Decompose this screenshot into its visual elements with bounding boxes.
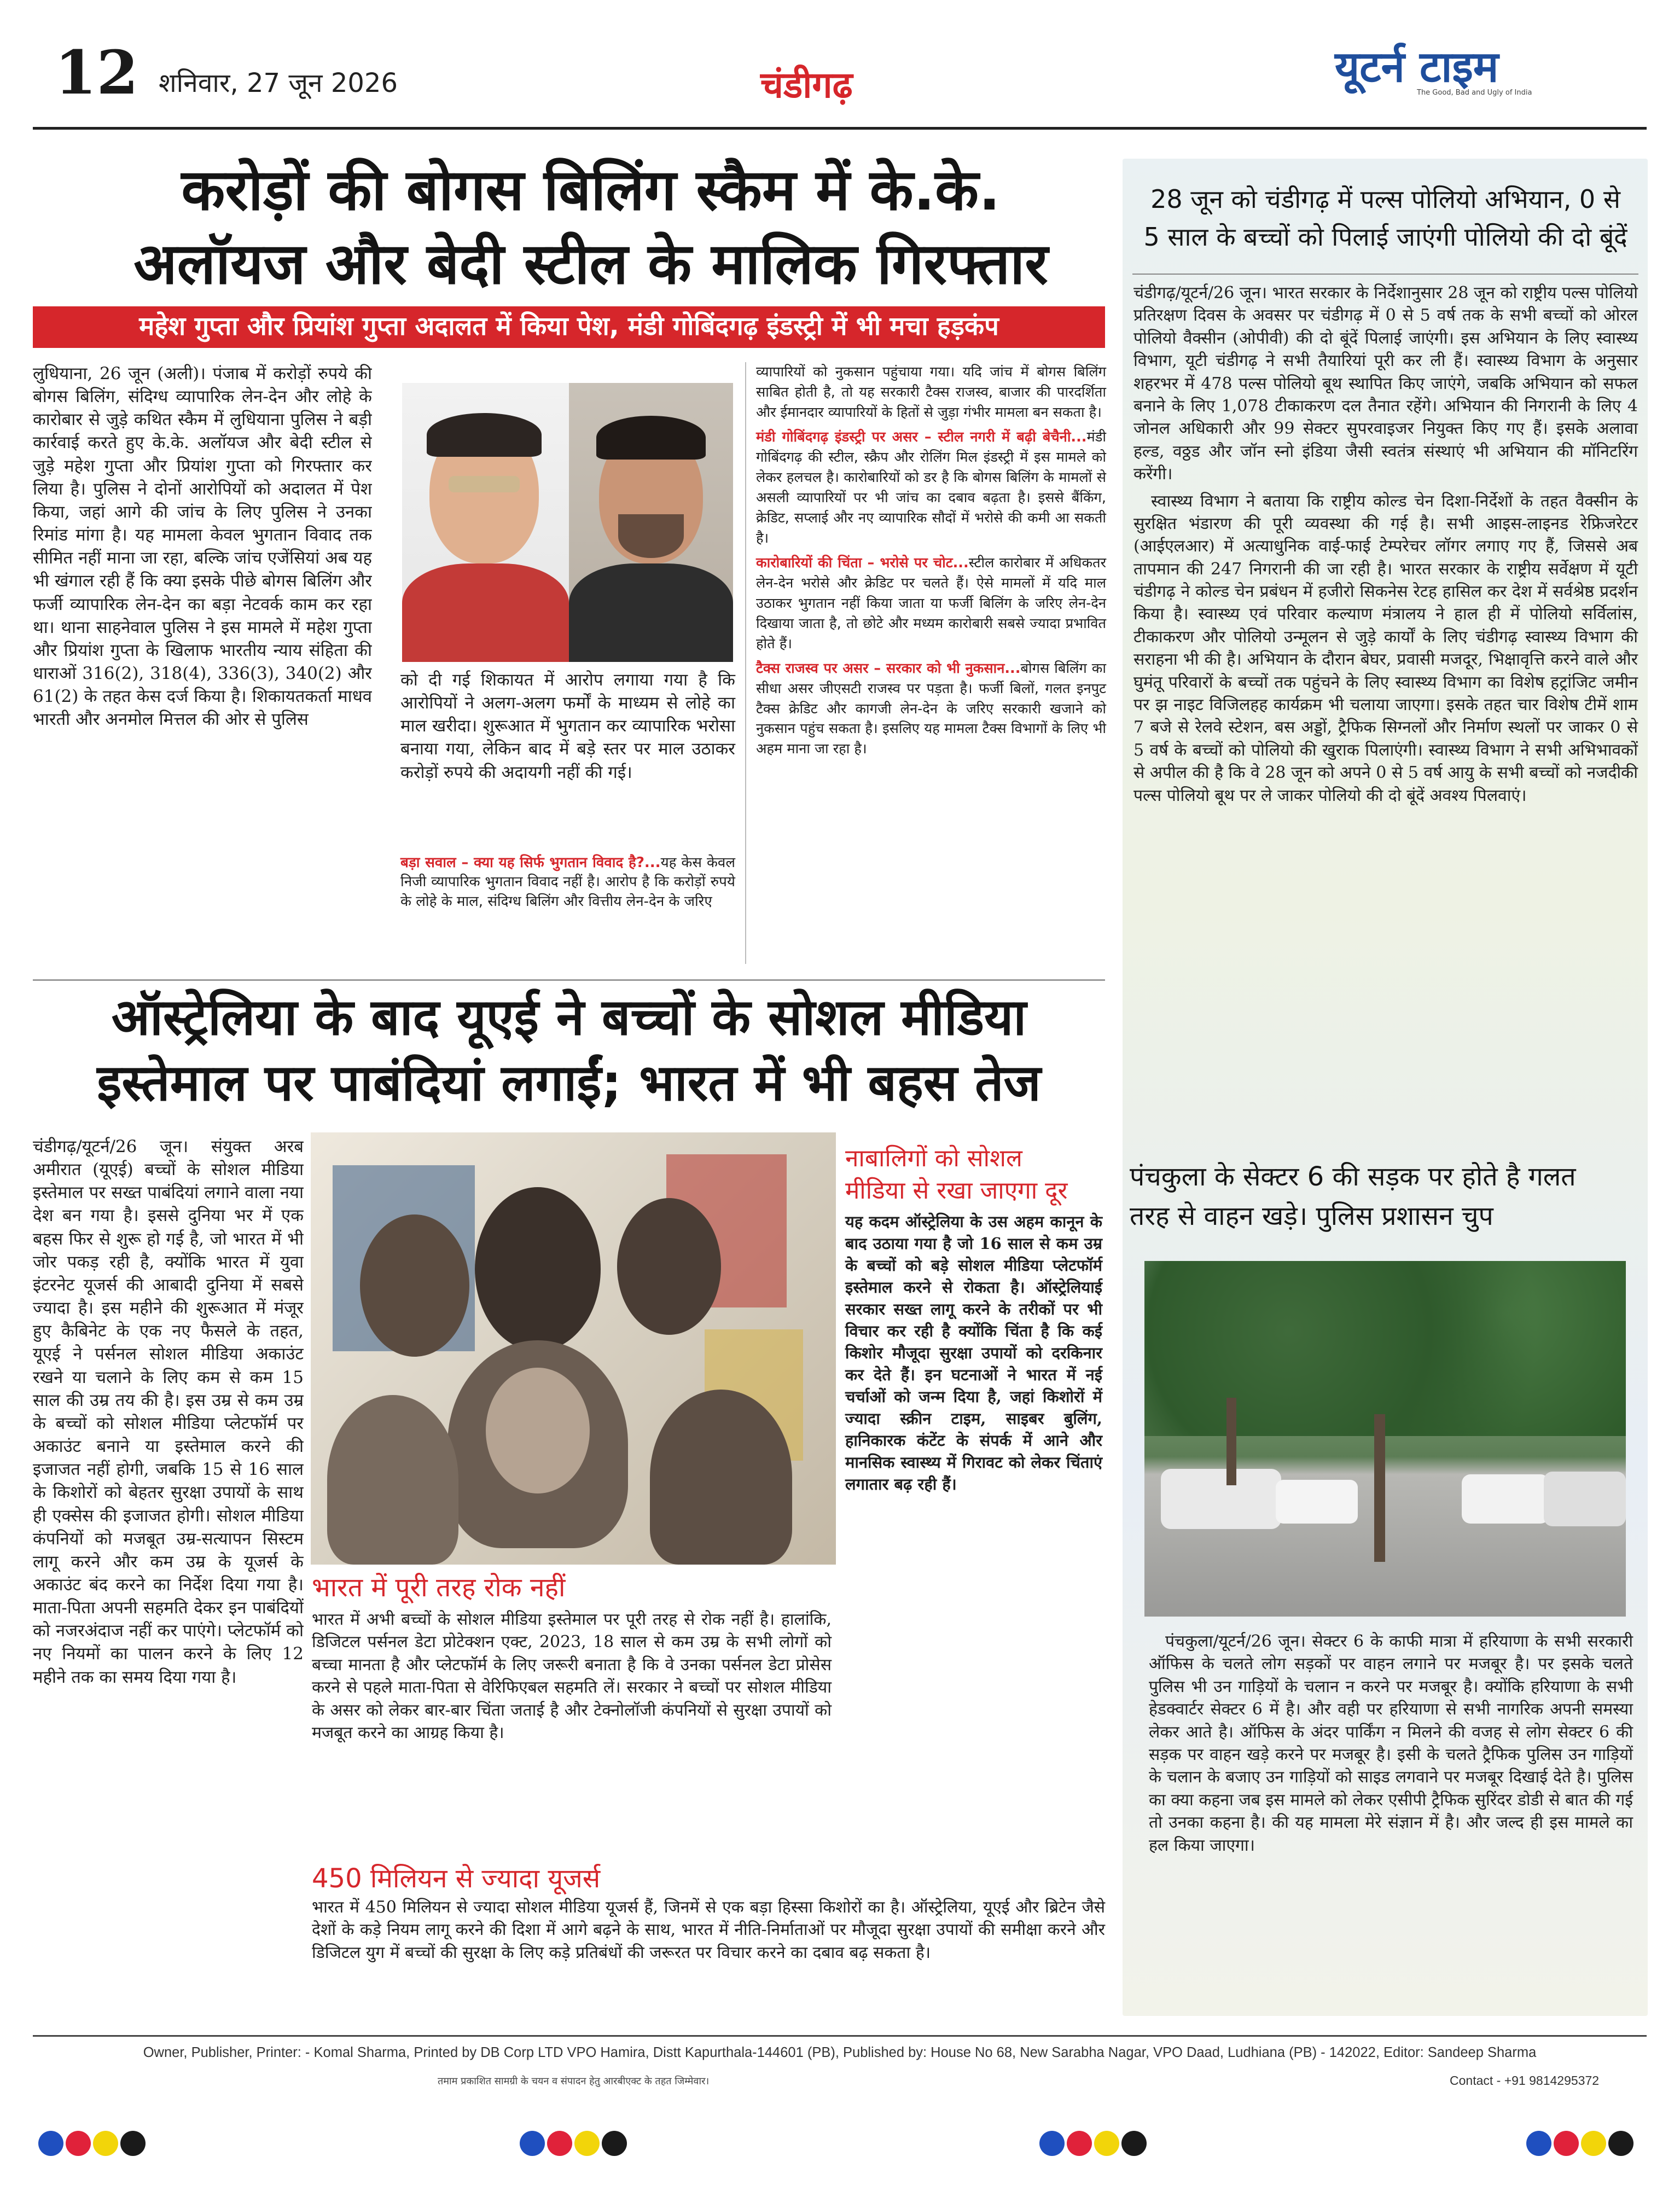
story3-headline-line1: 28 जून को चंडीगढ़ में पल्स पोलियो अभियान, 0 से: [1150, 184, 1620, 214]
city-name: चंडीगढ़: [760, 64, 853, 106]
story4-headline: [1130, 1157, 1641, 1236]
story2-col1-text: चंडीगढ़/यूटर्न/26 जून। संयुक्त अरब अमीरात (यूएई) बच्चों के सोशल मीडिया इस्तेमाल पर सख्त पाबंदियां लगाने वाला नया देश बन गया है। इससे दुनिया भर में एक बहस फिर से शुरू हो गई है, जो भारत में भी जोर पकड़ रही है, क्योंकि भारत में युवा इंटरनेट यूजर्स की आबादी दुनिया में सबसे ज्यादा है। इस महीने की शुरूआत में मंजूर हुए कैबिनेट के एक नए फैसले के तहत, यूएई ने पर्सनल सोशल मीडिया अकाउंट रखने या चलाने के लिए कम से कम 15 साल की उम्र तय की है। इस उम्र से कम उम्र के बच्चों को सोशल मीडिया प्लेटफॉर्म पर अकाउंट बनाने या इस्तेमाल करने की इजाजत नहीं होगी, जबकि 15 से 16 साल के किशोरों को बेहतर सुरक्षा उपायों के साथ ही एक्सेस की इजाजत होगी। सोशल मीडिया कंपनियों को मजबूत उम्र-सत्यापन सिस्टम लागू करने और कम उम्र के यूजर्स के अकाउंट बंद करने का निर्देश दिया गया है। माता-पिता अपनी सहमति देकर इन पाबंदियों को नजरअंदाज नहीं कर पाएंगे। प्लेटफॉर्म को नए नियमों का पालन करने के लिए 12 महीने तक का समय दिया गया है।: [33, 1137, 304, 1687]
story1-column1: [33, 362, 372, 964]
story1-col1-text: लुधियाना, 26 जून (अली)। पंजाब में करोड़ों रुपये की बोगस बिलिंग, संदिग्ध व्यापारिक लेन-देन और लोहे के कारोबार से जुड़े कथित स्कैम में लुधियाना पुलिस ने बड़ी कार्रवाई करते हुए के.के. अलॉयज और बेदी स्टील से जुड़े महेश गुप्ता और प्रियांश गुप्ता को गिरफ्तार कर लिया है। पुलिस ने दोनों आरोपियों को अदालत में पेश किया, जहां आगे की जांच के लिए पुलिस ने उनका रिमांड मांगा है। यह मामला केवल भुगतान विवाद तक सीमित नहीं माना जा रहा, बल्कि जांच एजेंसियां अब यह भी खंगाल रही हैं कि क्या इसके पीछे बोगस बिलिंग और फर्जी व्यापारिक लेन-देन का बड़ा नेटवर्क काम कर रहा था। थाना साहनेवाल पुलिस ने इस मामले में महेश गुप्ता और प्रियांश गुप्ता के खिलाफ भारतीय न्याय संहिता की धाराओं 316(2), 318(4), 336(3), 340(2) और 61(2) के तहत केस दर्ज किया है। शिकायतकर्ता माधव भारती और अनमोल मित्तल की ओर से पुलिस: [33, 364, 372, 730]
story1-headline-line2: अलॉयज और बेदी स्टील के मालिक गिरफ्तार: [133, 230, 1048, 298]
story1-col2-text: को दी गई शिकायत में आरोप लगाया गया है कि आरोपियों ने अलग-अलग फर्मों के माध्यम से लोहे का माल खरीदा। शुरूआत में भुगतान कर व्यापारिक भरोसा बनाया गया, लेकिन बाद में बड़े स्तर पर माल उठाकर करोड़ों रुपये की अदायगी नहीं की गई।: [400, 670, 735, 782]
story1-column2-subsection: [400, 853, 735, 911]
story4-headline-line1: पंचकुला के सेक्टर 6 की सड़क पर होते है गलत: [1130, 1161, 1576, 1192]
story2-headline-line2: इस्तेमाल पर पाबंदियां लगाईं; भारत में भी बहस तेज: [97, 1053, 1041, 1112]
page-number: 12: [55, 37, 139, 108]
story4-body: [1149, 1630, 1633, 1861]
footer-imprint: Owner, Publisher, Printer: - Komal Sharma, Printed by DB Corp LTD VPO Hamira, Distt Kapurthala-144601 (PB), Published by: House No 68, New Sarabha Nagar, VPO Daad, Ludhiana (PB) - 142022, Editor: Sandeep Sharma: [143, 2045, 1537, 2060]
story1-column3: [756, 362, 1106, 764]
story1-col3-p3: स्टील कारोबार में अधिकतर लेन-देन भरोसे और क्रेडिट पर चलते हैं। ऐसे मामलों में यदि माल उठाकर भुगतान नहीं किया जाता या फर्जी बिलिंग के जरिए लेन-देन दिखाया जाता है, तो छोटे और मध्यम कारोबारी सबसे ज्यादा प्रभावित होते हैं।: [756, 554, 1107, 652]
story2-subhead2: 450 मिलियन से ज्यादा यूजर्स: [312, 1863, 601, 1894]
story1-headline-line1: करोड़ों की बोगस बिलिंग स्कैम में के.के.: [181, 156, 1001, 223]
logo-tagline: The Good, Bad and Ugly of India: [1417, 89, 1532, 97]
story1-headline: [55, 153, 1127, 301]
story2-column1: [33, 1135, 304, 2021]
story2-sub1-text: भारत में अभी बच्चों के सोशल मीडिया इस्तेमाल पर पूरी तरह से रोक नहीं है। हालांकि, डिजिटल पर्सनल डेटा प्रोटेक्शन एक्ट, 2023, 18 साल से कम उम्र के सभी लोगों को बच्चा मानता है और प्लेटफॉर्म के लिए जरूरी बनाता है कि वे उनका पर्सनल डेटा प्रोसेस करने से पहले माता-पिता से वेरिफिएबल सहमति लें। सरकार ने बच्चों पर सोशल मीडिया के असर को लेकर बार-बार चिंता जताई है और टेक्नोलॉजी कंपनियों से सुरक्षा उपायों को मजबूत करने का आग्रह किया है।: [312, 1610, 832, 1742]
story1-col3-subhead3: टैक्स राजस्व पर असर – सरकार को भी नुकसान...: [756, 660, 1021, 677]
story-separator: [33, 979, 1105, 981]
children-social-media-illustration: [311, 1132, 836, 1565]
story2-headline: [33, 985, 1105, 1115]
story4-headline-line2: तरह से वाहन खड़े। पुलिस प्रशासन चुप: [1130, 1201, 1493, 1231]
story2-sidebox: [845, 1142, 1102, 1777]
accused-photo-1: [402, 383, 569, 662]
story4-body-text: पंचकुला/यूटर्न/26 जून। सेक्टर 6 के काफी मात्रा में हरियाणा के सभी सरकारी ऑफिस के चलते लोग सड़कों पर वाहन लगाने पर मजबूर है। पर इसके चलते पुलिस भी उन गाड़ियों के चलान न करने पर मजबूर है। क्योंकि हरियाणा के सभी हेडक्वार्टर सेक्टर 6 में है। और वही पर हरियाणा से सभी नागरिक अपनी समस्या लेकर आते है। ऑफिस के अंदर पार्किंग न मिलने की वजह से लोग सेक्टर 6 की सड़क पर वाहन खड़े करने पर मजबूर है। इसी के चलते ट्रैफिक पुलिस उन गाड़ियों के चलान के बजाए उन गाड़ियों को साइड लगवाने पर मजबूर दिखाई देते है। पुलिस का क्या कहना जब इस मामले को लेकर एसीपी ट्रैफिक सुरिंदर डोडी से बात की गई तो उनका कहना है। की यह मामला मेरे संज्ञान में है। और जल्द ही इस मामले का हल किया जाएगा।: [1149, 1632, 1633, 1855]
footer-contact: Contact - +91 9814295372: [1450, 2073, 1600, 2088]
story1-col3-p4: बोगस बिलिंग का सीधा असर जीएसटी राजस्व पर पड़ता है। फर्जी बिलों, गलत इनपुट टैक्स क्रेडिट और कागजी लेन-देन के जरिए सरकारी खजाने को नुकसान पहुंच सकता है। इसलिए यह मामला टैक्स विभागों के लिए भी अहम माना जा रहा है।: [756, 660, 1106, 758]
story1-col3-p2: मंडी गोबिंदगढ़ की स्टील, स्क्रैप और रोलिंग मिल इंडस्ट्री में इस मामले को लेकर हलचल है। कारोबारियों को डर है कि बोगस बिलिंग के मामलों से असली व्यापारियों पर भी जांच का दबाव बढ़ता है। इससे बैंकिंग, क्रेडिट, सप्लाई और नए व्यापारिक सौदों में भरोसे की कमी आ सकती है।: [756, 428, 1106, 547]
story3-headline-line2: 5 साल के बच्चों को पिलाई जाएंगी पोलियो की दो बूंदें: [1143, 222, 1627, 252]
story2-subhead1: भारत में पूरी तरह रोक नहीं: [312, 1572, 566, 1603]
masthead-rule: [33, 127, 1647, 130]
story3-body-p2: स्वास्थ्य विभाग ने बताया कि राष्ट्रीय कोल्ड चेन दिशा-निर्देशों के तहत वैक्सीन के सुरक्षित भंडारण की पूरी व्यवस्था की गई है। सभी आइस-लाइनड रेफ्रिजरेटर (आईएलआर) में अत्याधुनिक वाई-फाई टेम्परेचर लॉगर लगाए गए हैं, जिससे अब तापमान की 247 निगरानी की जा रही है। भारत सरकार के राष्ट्रीय सर्वेक्षण में यूटी चंडीगढ़ ने कोल्ड चेन प्रबंधन में हजीरो सिकनेस रेटह हासिल कर देश में सर्वश्रेष्ठ प्रदर्शन किया है। स्वास्थ्य एवं परिवार कल्याण मंत्रालय ने हाल ही में पोलियो सर्विलांस, टीकाकरण और पोलियो उन्मूलन से जुड़े कार्यों के लिए चंडीगढ़ स्वास्थ्य विभाग की सराहना भी की है। अभियान के दौरान बेघर, प्रवासी मजदूर, भिक्षावृत्ति करने वाले और घुमंतू परिवारों के बच्चों तक पहुंचने के लिए स्वास्थ्य विभाग का विशेष हट्रांजिट जमीन पर झ नाइट विजिलहह कार्यक्रम भी चलाया जाएगा। इसके तहत चार विशेष टीमें शाम 7 बजे से रेलवे स्टेशन, बस अड्डों, ट्रैफिक सिग्नलों और निर्माण स्थलों पर जाकर 0 से 5 वर्ष के बच्चों को पोलियो की खुराक पिलाएंगी। स्वास्थ्य विभाग ने सभी अभिभावकों से अपील की है कि वे 28 जून को अपने 0 से 5 वर्ष आयु के सभी बच्चों को नजदीकी पल्स पोलियो बूथ पर ले जाकर पोलियो की दो बूंदें अवश्य पिलवाएं।: [1133, 491, 1638, 805]
story3-head-rule: [1132, 274, 1638, 275]
issue-date: शनिवार, 27 जून 2026: [159, 68, 398, 98]
story2-sidebox-head2: मीडिया से रखा जाएगा दूर: [845, 1177, 1068, 1205]
story1-col2-subtext: यह केस केवल निजी व्यापारिक भुगतान विवाद नहीं है। आरोप है कि करोड़ों रुपये के लोहे के माल, संदिग्ध बिलिंग और वित्तीय लेन-देन के जरिए: [400, 855, 735, 910]
story1-col3-p1: व्यापारियों को नुकसान पहुंचाया गया। यदि जांच में बोगस बिलिंग साबित होती है, तो यह सरकारी टैक्स राजस्व, बाजार की पारदर्शिता और ईमानदार व्यापारियों के हितों से जुड़ा गंभीर मामला बन सकता है।: [756, 364, 1106, 421]
story2-headline-line1: ऑस्ट्रेलिया के बाद यूएई ने बच्चों के सोशल मीडिया: [111, 988, 1027, 1047]
story2-sidebox-head1: नाबालिगों को सोशल: [845, 1144, 1022, 1172]
story2-sidebox-text: यह कदम ऑस्ट्रेलिया के उस अहम कानून के बाद उठाया गया है जो 16 साल से कम उम्र के बच्चों को बड़े सोशल मीडिया प्लेटफॉर्म इस्तेमाल करने से रोकता है। ऑस्ट्रेलियाई सरकार सख्त लागू करने के तरीकों पर भी विचार कर रही है क्योंकि चिंता है कि कई किशोर मौजूदा सुरक्षा उपायों को दरकिनार कर देते हैं। इन घटनाओं ने भारत में नई चर्चाओं को जन्म दिया है, जहां किशोरों में ज्यादा स्क्रीन टाइम, साइबर बुलिंग, हानिकारक कंटेंट के संपर्क में आने और मानसिक स्वास्थ्य में गिरावट को लेकर चिंताएं लगातार बढ़ रही हैं।: [845, 1212, 1102, 1493]
story1-deck: महेश गुप्ता और प्रियांश गुप्ता अदालत में किया पेश, मंडी गोबिंदगढ़ इंडस्ट्री में भी मचा हड़कंप: [139, 311, 999, 341]
story1-column-divider: [745, 362, 746, 964]
story1-col2-subhead: बड़ा सवाल – क्या यह सिर्फ भुगतान विवाद है?...: [400, 855, 661, 871]
story1-col3-subhead2: कारोबारियों की चिंता – भरोसे पर चोट...: [756, 554, 969, 571]
story2-sub2-text: भारत में 450 मिलियन से ज्यादा सोशल मीडिया यूजर्स हैं, जिनमें से एक बड़ा हिस्सा किशोरों का है। ऑस्ट्रेलिया, यूएई और ब्रिटेन जैसे देशों के कड़े नियम लागू करने की दिशा में आगे बढ़ने के साथ, भारत में नीति-निर्माताओं पर मौजूदा सुरक्षा उपायों की समीक्षा करने और डिजिटल युग में बच्चों की सुरक्षा के लिए कड़े प्रतिबंधों की जरूरत पर विचार करने का दबाव बढ़ सकता है।: [312, 1898, 1105, 1962]
accused-photo-2: [569, 383, 733, 662]
story3-body-p1: चंडीगढ़/यूटर्न/26 जून। भारत सरकार के निर्देशानुसार 28 जून को राष्ट्रीय पल्स पोलियो प्रतिरक्षण दिवस के अवसर पर चंडीगढ़ में 0 से 5 वर्ष तक के सभी बच्चों को ओरल पोलियो वैक्सीन (ओपीवी) की दो बूंदें पिलाई जाएंगी। इस अभियान के लिए स्वास्थ्य विभाग, यूटी चंडीगढ़ ने सभी तैयारियां पूरी कर ली हैं। स्वास्थ्य विभाग के अनुसार शहरभर में 478 पल्स पोलियो बूथ स्थापित किए जाएंगे, जबकि अभियान को सफल बनाने के लिए 1,078 टीकाकरण दल तैनात रहेंगे। अभियान की निगरानी के लिए 4 जोनल अधिकारी और 99 सेक्टर सुपरवाइजर नियुक्त किए गए हैं। इसके अलावा हल्ड, वठ्ठड और जॉन स्नो इंडिया जैसी स्वतंत्र संस्थाएं भी अभियान की मॉनिटरिंग करेंगी।: [1133, 283, 1638, 484]
story3-headline: [1130, 181, 1641, 256]
logo-text: यूटर्न टाइम: [1335, 43, 1499, 92]
newspaper-logo: [1335, 43, 1625, 106]
footer-disclaimer: तमाम प्रकाशित सामग्री के चयन व संपादन हेतु आरबीएक्ट के तहत जिम्मेवार।: [438, 2076, 710, 2087]
story3-body: [1133, 282, 1638, 811]
footer-top-rule: [33, 2035, 1647, 2037]
story1-col3-subhead1: मंडी गोबिंदगढ़ इंडस्ट्री पर असर – स्टील नगरी में बढ़ी बेचैनी...: [756, 428, 1087, 445]
story1-column2: [400, 669, 735, 788]
sector6-parking-photo: [1144, 1261, 1626, 1617]
